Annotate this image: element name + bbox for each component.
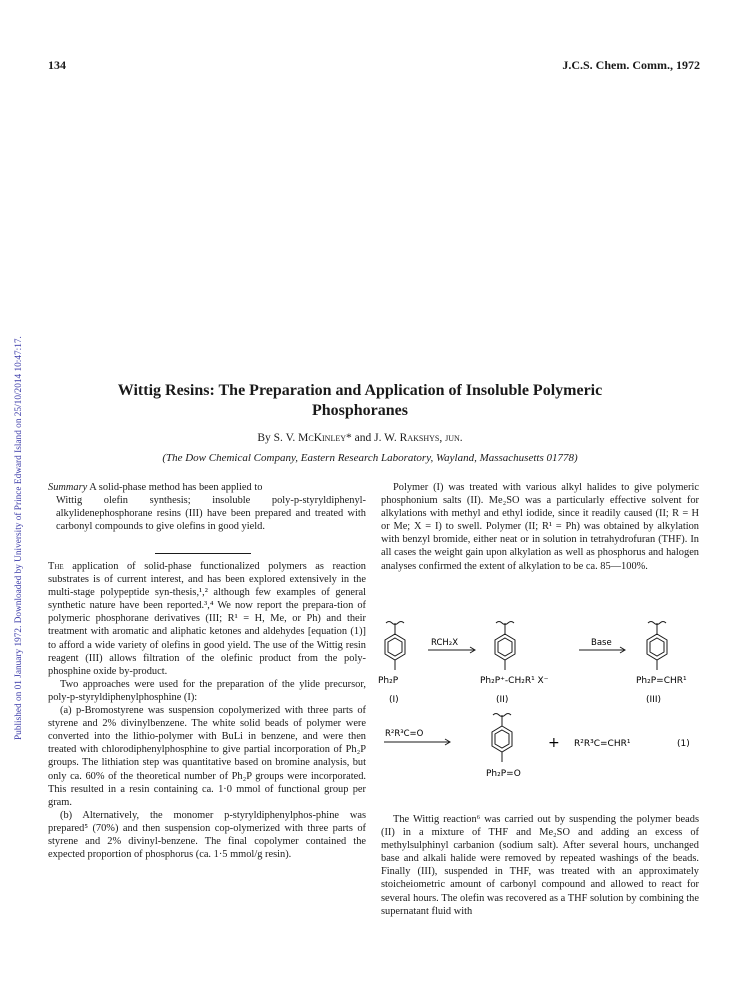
compound-I-number: (I) <box>389 695 399 705</box>
compound-III-number: (III) <box>646 695 661 705</box>
page-number: 134 <box>48 58 66 72</box>
left-column-body <box>48 560 366 861</box>
left-paragraph-2: Two approaches were used for the preparation of the ylide precursor, poly-p-styryldiphenylphosphine (I): <box>48 678 366 703</box>
compound-II-number: (II) <box>496 695 509 705</box>
scheme-label-I-group: Ph₂P <box>378 676 399 686</box>
journal-header: J.C.S. Chem. Comm., 1972 <box>562 58 700 72</box>
left-paragraph-1: application of solid-phase functionalized polymers as reaction substrates is of current interest, and has been explored extensively in the multi-stage polypeptide syn-thesis,¹,² although few examples of general synthetic nature have been reported.³,⁴ We now report the prepara-tion of polymeric phosphorane derivatives (III; R¹ = H, Me, or Ph) and their treatment with aromatic and aliphatic ketones and aldehydes [equation (1)] to afford a wide variety of olefins in good yield. The use of the Wittig resin reagent (III) allows filtration of the olefinic product from the poly-phosphine oxide by-product. <box>48 561 366 677</box>
scheme-plus: + <box>548 735 560 751</box>
right-paragraph-1: Polymer (I) was treated with various alkyl halides to give polymeric phosphonium salts (II). Me₂SO was a particularly effective solvent for alkylations with methyl and ethyl iodide, since it readily caused (II; R = H or Me; X = I) to swell. Polymer (II; R¹ = Ph) was obtained by alkylation with benzyl bromide, either neat or in solution in tetrahydrofuran (THF). In all cases the weight gain upon alkylation as well as phosphorus and halogen analyses confirmed the extent of alkylation to be ca. 85—100%. <box>381 482 699 572</box>
scheme-oxide-group: Ph₂P=O <box>486 769 521 779</box>
affiliation: (The Dow Chemical Company, Eastern Research Laboratory, Wayland, Massachusetts 01778) <box>162 452 578 464</box>
summary-block <box>48 481 366 533</box>
right-column-top <box>381 481 699 573</box>
article-title <box>80 381 640 421</box>
right-paragraph-2: The Wittig reaction⁶ was carried out by suspending the polymer beads (II) in a mixture of THF and Me₂SO and adding an excess of methylsulphinyl carbanion (sodium salt). After several hours, unchanged base and alkali halide were removed by repeated washings of the beads. Finally (III), suspended in THF, was treated with an approximately stoicheiometric amount of carbonyl compound and allowed to react for several hours. The olefin was recovered as a THF solution by combining the supernatant fluid with <box>381 814 699 917</box>
scheme-drawing <box>372 620 712 810</box>
reaction-scheme <box>372 620 712 810</box>
scheme-reagent-2: Base <box>591 638 612 648</box>
download-notice[interactable]: Published on 01 January 1972. Downloaded by University of Prince Edward Island on 25/10/2014 10:47:17. <box>14 336 24 740</box>
title-line-2: Phosphoranes <box>311 402 409 419</box>
title-line-1: Wittig Resins: The Preparation and Application of Insoluble Polymeric <box>117 382 603 399</box>
intro-word: The <box>48 561 64 572</box>
summary-label: Summary <box>48 482 88 493</box>
summary-rest: Wittig olefin synthesis; insoluble poly-p-styryldiphenyl-alkylidenephosphorane resins (III) have been prepared and treated with carbonyl compounds to give olefins in good yield. <box>56 495 366 533</box>
by-label: By <box>257 432 271 444</box>
scheme-reagent-1: RCH₂X <box>431 638 459 648</box>
scheme-reagent-3: R²R³C=O <box>385 729 424 739</box>
scheme-label-II-group: Ph₂P⁺-CH₂R¹ X⁻ <box>480 676 549 686</box>
benzene-ring-I <box>385 622 405 671</box>
author-line <box>80 432 640 444</box>
benzene-ring-oxide <box>492 714 512 763</box>
author-1: S. V. McKinley* <box>273 432 352 444</box>
author-2: J. W. Rakshys, jun. <box>374 432 463 444</box>
right-column-bottom <box>381 813 699 918</box>
equation-number: (1) <box>677 739 690 749</box>
benzene-ring-III <box>647 622 667 671</box>
left-paragraph-3: (a) p-Bromostyrene was suspension copolymerized with three parts of styrene and 2% divinylbenzene. The white solid beads of polymer were converted into the lithio-polymer with BuLi in benzene, and were then treated with chlorodiphenylphosphine to give partial incorporation of Ph₂P groups. The lithiation step was quantitative based on bromine analysis, but only ca. 60% of the theoretical number of Ph₂P groups were incorporated. This resulted in a resin containing ca. 1·0 mmol of functional group per gram. <box>48 705 366 808</box>
summary-first: A solid-phase method has been applied to <box>89 482 263 493</box>
summary-divider <box>155 553 251 554</box>
left-paragraph-4: (b) Alternatively, the monomer p-styryldiphenylphos-phine was prepared⁵ (70%) and then suspension cop-olymerized with three parts of styrene and 2% divinyl-benzene. The final copolymer contained the expected proportion of phosphorus (ca. 1·5 mmol/g resin). <box>48 809 366 861</box>
scheme-product: R²R³C=CHR¹ <box>574 739 631 749</box>
benzene-ring-II <box>495 622 515 671</box>
and-label: and <box>354 432 372 444</box>
scheme-label-III-group: Ph₂P=CHR¹ <box>636 676 687 686</box>
